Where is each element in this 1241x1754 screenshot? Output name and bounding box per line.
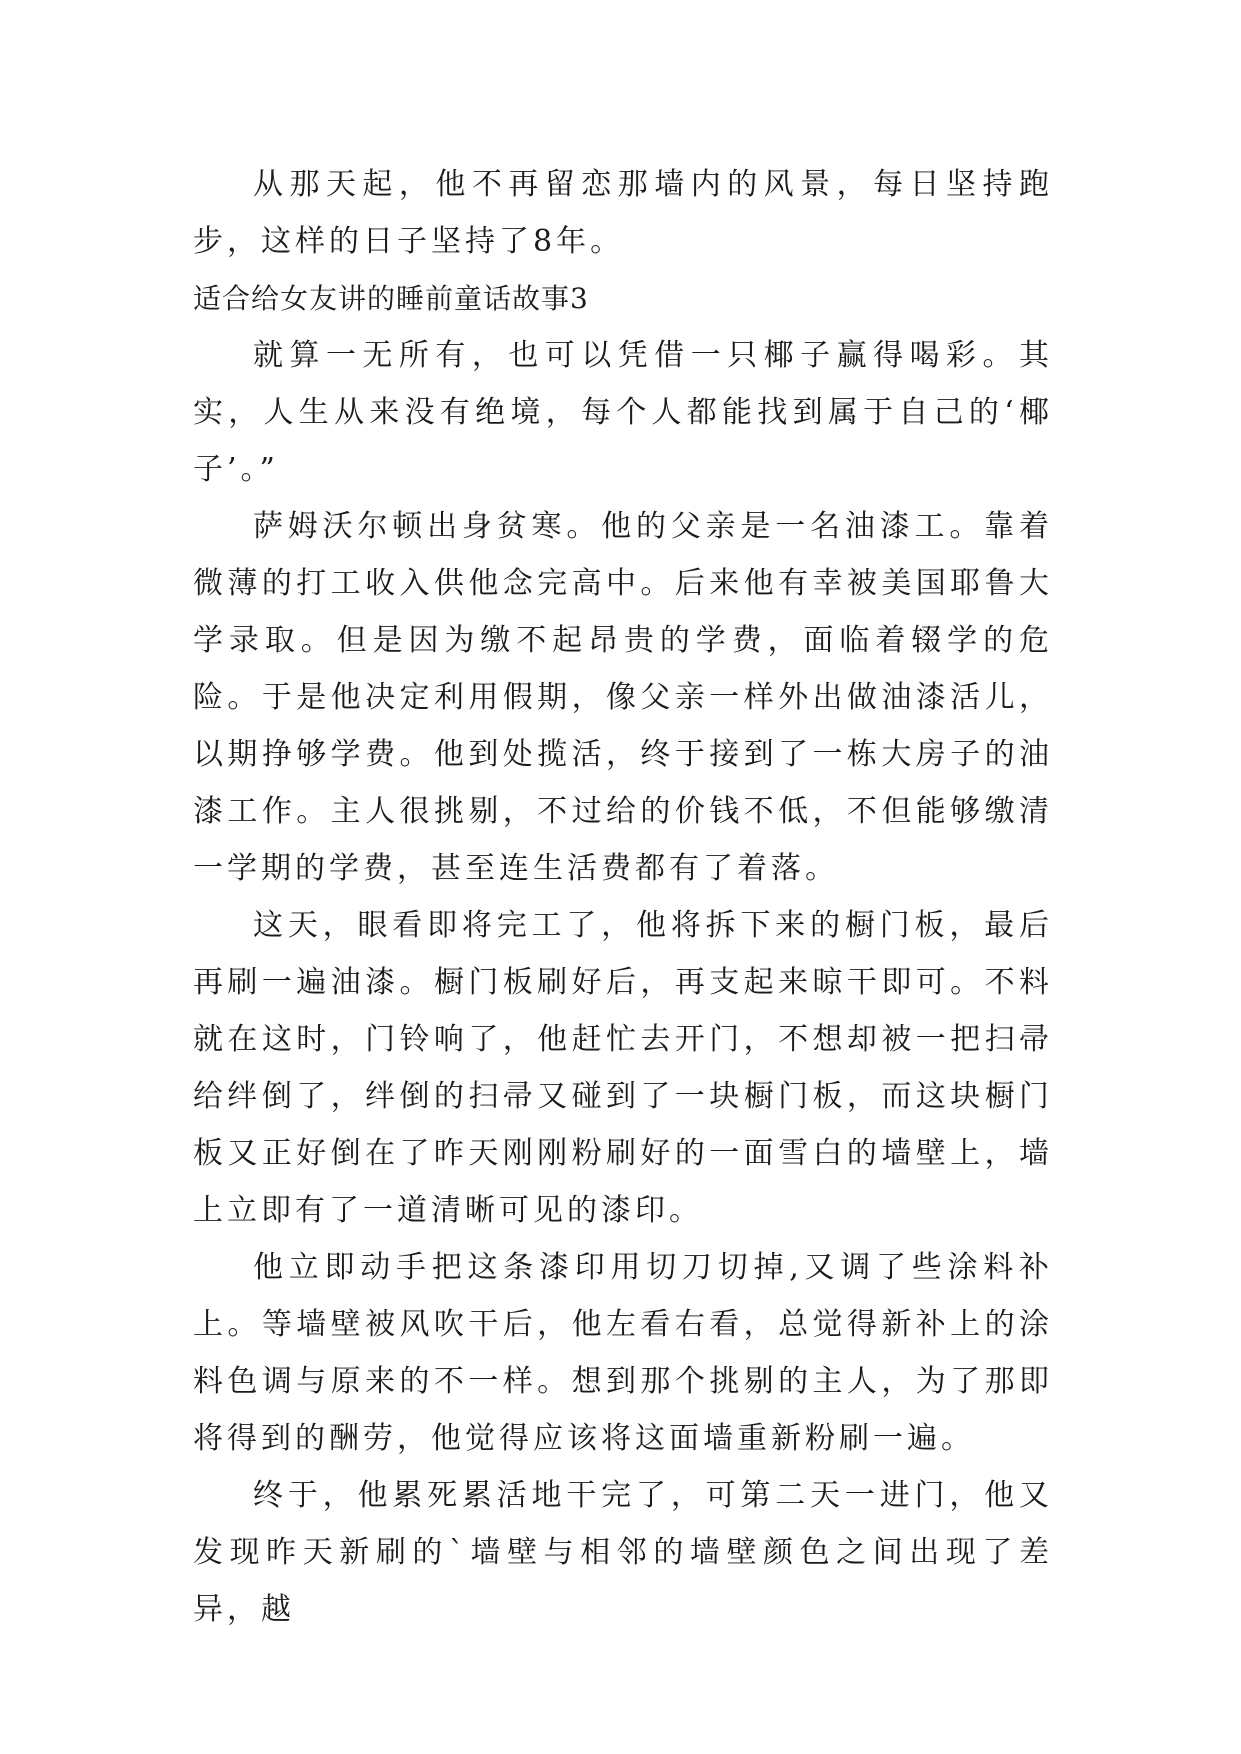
document-page xyxy=(193,156,1053,1638)
section-heading: 适合给女友讲的睡前童话故事3 xyxy=(193,282,589,315)
paragraph-5: 他立即动手把这条漆印用切刀切掉,又调了些涂料补上。等墙壁被风吹干后，他左看右看，总觉得新补上的涂料色调与原来的不一样。想到那个挑剔的主人，为了那即将得到的酬劳，他觉得应该将这面墙重新粉刷一遍。 xyxy=(193,1250,1053,1456)
paragraph-6: 终于，他累死累活地干完了，可第二天一进门，他又发现昨天新刷的`墙壁与相邻的墙壁颜色之间出现了差异，越 xyxy=(193,1478,1053,1627)
paragraph-3: 萨姆沃尔顿出身贫寒。他的父亲是一名油漆工。靠着微薄的打工收入供他念完高中。后来他有幸被美国耶鲁大学录取。但是因为缴不起昂贵的学费，面临着辍学的危险。于是他决定利用假期，像父亲一样外出做油漆活儿，以期挣够学费。他到处揽活，终于接到了一栋大房子的油漆工作。主人很挑剔，不过给的价钱不低，不但能够缴清一学期的学费，甚至连生活费都有了着落。 xyxy=(193,509,1053,886)
paragraph-2: 就算一无所有，也可以凭借一只椰子赢得喝彩。其实，人生从来没有绝境，每个人都能找到属于自己的‘椰子’。” xyxy=(193,338,1053,487)
paragraph-1: 从那天起，他不再留恋那墙内的风景，每日坚持跑步，这样的日子坚持了8年。 xyxy=(193,167,1053,259)
paragraph-4: 这天，眼看即将完工了，他将拆下来的橱门板，最后再刷一遍油漆。橱门板刷好后，再支起来晾干即可。不料就在这时，门铃响了，他赶忙去开门，不想却被一把扫帚给绊倒了，绊倒的扫帚又碰到了一块橱门板，而这块橱门板又正好倒在了昨天刚刚粉刷好的一面雪白的墙壁上，墙上立即有了一道清晰可见的漆印。 xyxy=(193,908,1053,1228)
